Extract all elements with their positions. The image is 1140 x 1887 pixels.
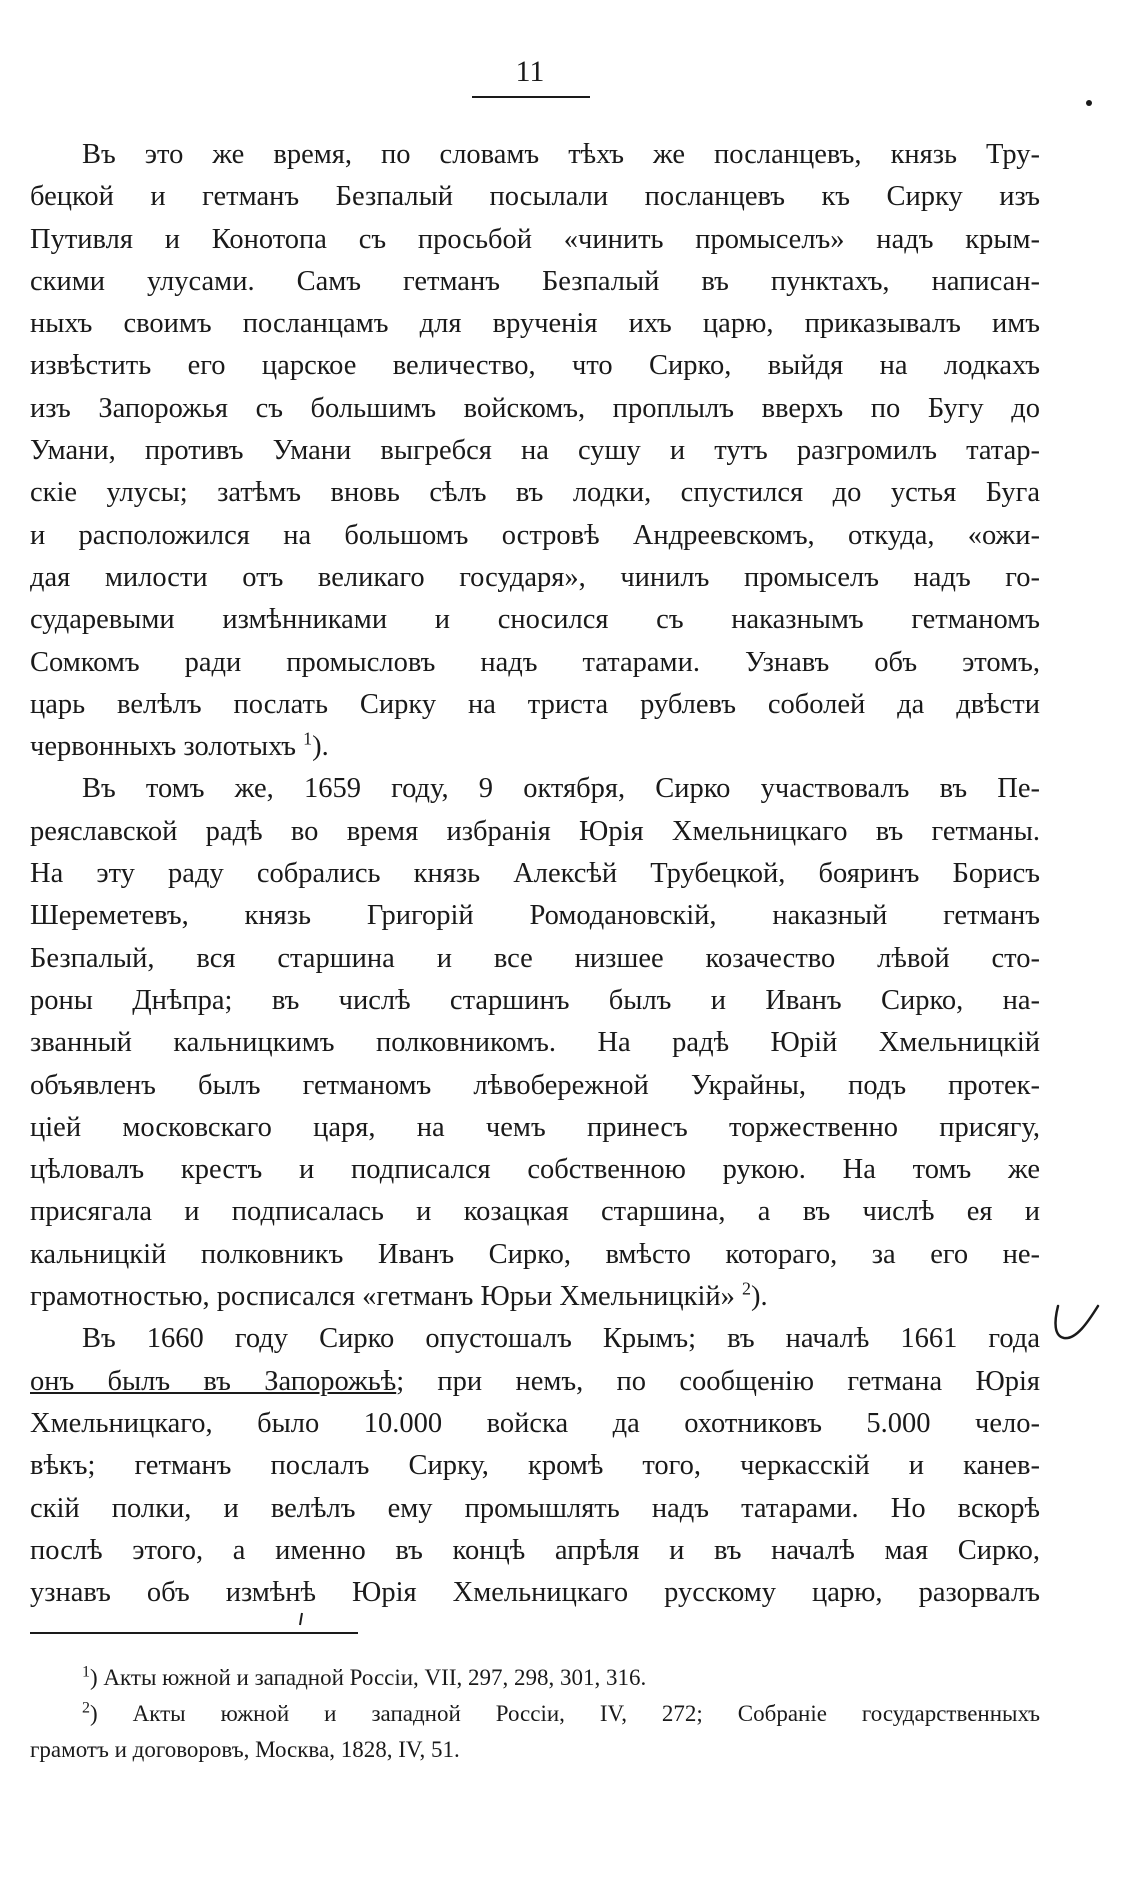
text-line: скими улусами. Самъ гетманъ Безпалый въ пунктахъ, написан- xyxy=(30,265,1040,297)
underlined-phrase: онъ былъ въ Запорожьѣ xyxy=(30,1365,397,1397)
text-line: дая милости отъ великаго государя», чинилъ промыселъ надъ го- xyxy=(30,561,1040,593)
text-line: бецкой и гетманъ Безпалый посылали посланцевъ къ Сирку изъ xyxy=(30,181,1040,213)
text-line: кальницкій полковникъ Иванъ Сирко, вмѣсто котораго, за его не- xyxy=(30,1238,1040,1270)
text-line: Безпалый, вся старшина и все низшее козачество лѣвой сто- xyxy=(30,942,1040,974)
footnote xyxy=(30,1696,1040,1732)
page-number: 11 xyxy=(515,55,545,88)
text-fragment: червонныхъ золотыхъ xyxy=(30,731,296,763)
text-fragment: ). xyxy=(751,1281,768,1313)
text-line: присягала и подписалась и козацкая старшина, а въ числѣ ея и xyxy=(30,1196,1040,1228)
page-number-rule xyxy=(472,96,590,98)
text-line: сударевыми измѣнниками и сносился съ наказнымъ гетманомъ xyxy=(30,604,1040,636)
footnote-continuation: грамотъ и договоровъ, Москва, 1828, IV, 51. xyxy=(30,1737,460,1762)
text-line: Сомкомъ ради промысловъ надъ татарами. Узнавъ объ этомъ, xyxy=(30,646,1040,678)
text-line: Умани, противъ Умани выгребся на сушу и тутъ разгромилъ татар- xyxy=(30,435,1040,467)
text-line: Хмельницкаго, было 10.000 войска да охотниковъ 5.000 чело- xyxy=(30,1407,1040,1439)
text-line xyxy=(30,1276,1040,1318)
text-fragment: грамотностью, росписался «гетманъ Юрьи Хмельницкій» xyxy=(30,1281,735,1313)
text-line: цѣловалъ крестъ и подписался собственною рукою. На томъ же xyxy=(30,1154,1040,1186)
pencil-tick-mark xyxy=(298,1612,304,1626)
footnote-separator xyxy=(30,1632,358,1634)
text-line: ціей московскаго царя, на чемъ принесъ торжественно присягу, xyxy=(30,1111,1040,1143)
text-line xyxy=(30,726,1040,768)
text-line: объявленъ былъ гетманомъ лѣвобережной Украйны, подъ протек- xyxy=(30,1069,1040,1101)
text-line: послѣ этого, а именно въ концѣ апрѣля и въ началѣ мая Сирко, xyxy=(30,1534,1040,1566)
footnote-mark: 2 xyxy=(82,1699,90,1717)
text-line: вѣкъ; гетманъ послалъ Сирку, кромѣ того, черкасскій и канев- xyxy=(30,1450,1040,1482)
footnote-mark: 1 xyxy=(82,1663,90,1681)
footnote-ref: 2 xyxy=(742,1278,751,1299)
text-line: и расположился на большомъ островѣ Андреевскомъ, откуда, «ожи- xyxy=(30,519,1040,551)
stray-dot xyxy=(1086,100,1092,106)
body-text xyxy=(30,134,1040,1614)
footnote-text: ) Акты южной и западной Россіи, VII, 297, 298, 301, 316. xyxy=(90,1665,647,1690)
footnote-ref: 1 xyxy=(303,728,313,749)
text-line: Въ это же время, по словамъ тѣхъ же посланцевъ, князь Тру- xyxy=(82,139,1040,170)
footnote-text: ) Акты южной и западной Россіи, IV, 272; Собраніе государственныхъ xyxy=(90,1701,1040,1726)
text-line: скій полки, и велѣлъ ему промышлять надъ татарами. Но вскорѣ xyxy=(30,1492,1040,1524)
text-line: ныхъ своимъ посланцамъ для врученія ихъ царю, приказывалъ имъ xyxy=(30,308,1040,340)
text-line xyxy=(30,1361,1040,1403)
text-line: роны Днѣпра; въ числѣ старшинъ былъ и Иванъ Сирко, на- xyxy=(30,984,1040,1016)
footnote xyxy=(30,1660,1040,1696)
text-line: изъ Запорожья съ большимъ войскомъ, проплылъ вверхъ по Бугу до xyxy=(30,392,1040,424)
text-line: Въ 1660 году Сирко опустошалъ Крымъ; въ началѣ 1661 года xyxy=(82,1323,1040,1355)
text-line: реяславской радѣ во время избранія Юрія Хмельницкаго въ гетманы. xyxy=(30,815,1040,847)
text-line: извѣстить его царское величество, что Сирко, выйдя на лодкахъ xyxy=(30,350,1040,382)
text-line: царь велѣлъ послать Сирку на триста рублевъ соболей да двѣсти xyxy=(30,688,1040,720)
text-line: узнавъ объ измѣнѣ Юрія Хмельницкаго русскому царю, разорвалъ xyxy=(30,1577,1040,1609)
text-line: Путивля и Конотопа съ просьбой «чинить промыселъ» надъ крым- xyxy=(30,223,1040,255)
text-line: скіе улусы; затѣмъ вновь сѣлъ въ лодки, спустился до устья Буга xyxy=(30,477,1040,509)
text-line: Въ томъ же, 1659 году, 9 октября, Сирко участвовалъ въ Пе- xyxy=(82,773,1040,805)
text-fragment: ). xyxy=(312,731,329,763)
footnotes xyxy=(30,1660,1040,1768)
text-line: Шереметевъ, князь Григорій Ромодановскій, наказный гетманъ xyxy=(30,900,1040,932)
text-fragment: ; при немъ, по сообщенію гетмана Юрія xyxy=(396,1365,1041,1397)
text-line: званный кальницкимъ полковникомъ. На радѣ Юрій Хмельницкій xyxy=(30,1027,1040,1059)
text-line: На эту раду собрались князь Алексѣй Трубецкой, бояринъ Борисъ xyxy=(30,858,1040,890)
handwritten-margin-mark xyxy=(1050,1298,1104,1348)
